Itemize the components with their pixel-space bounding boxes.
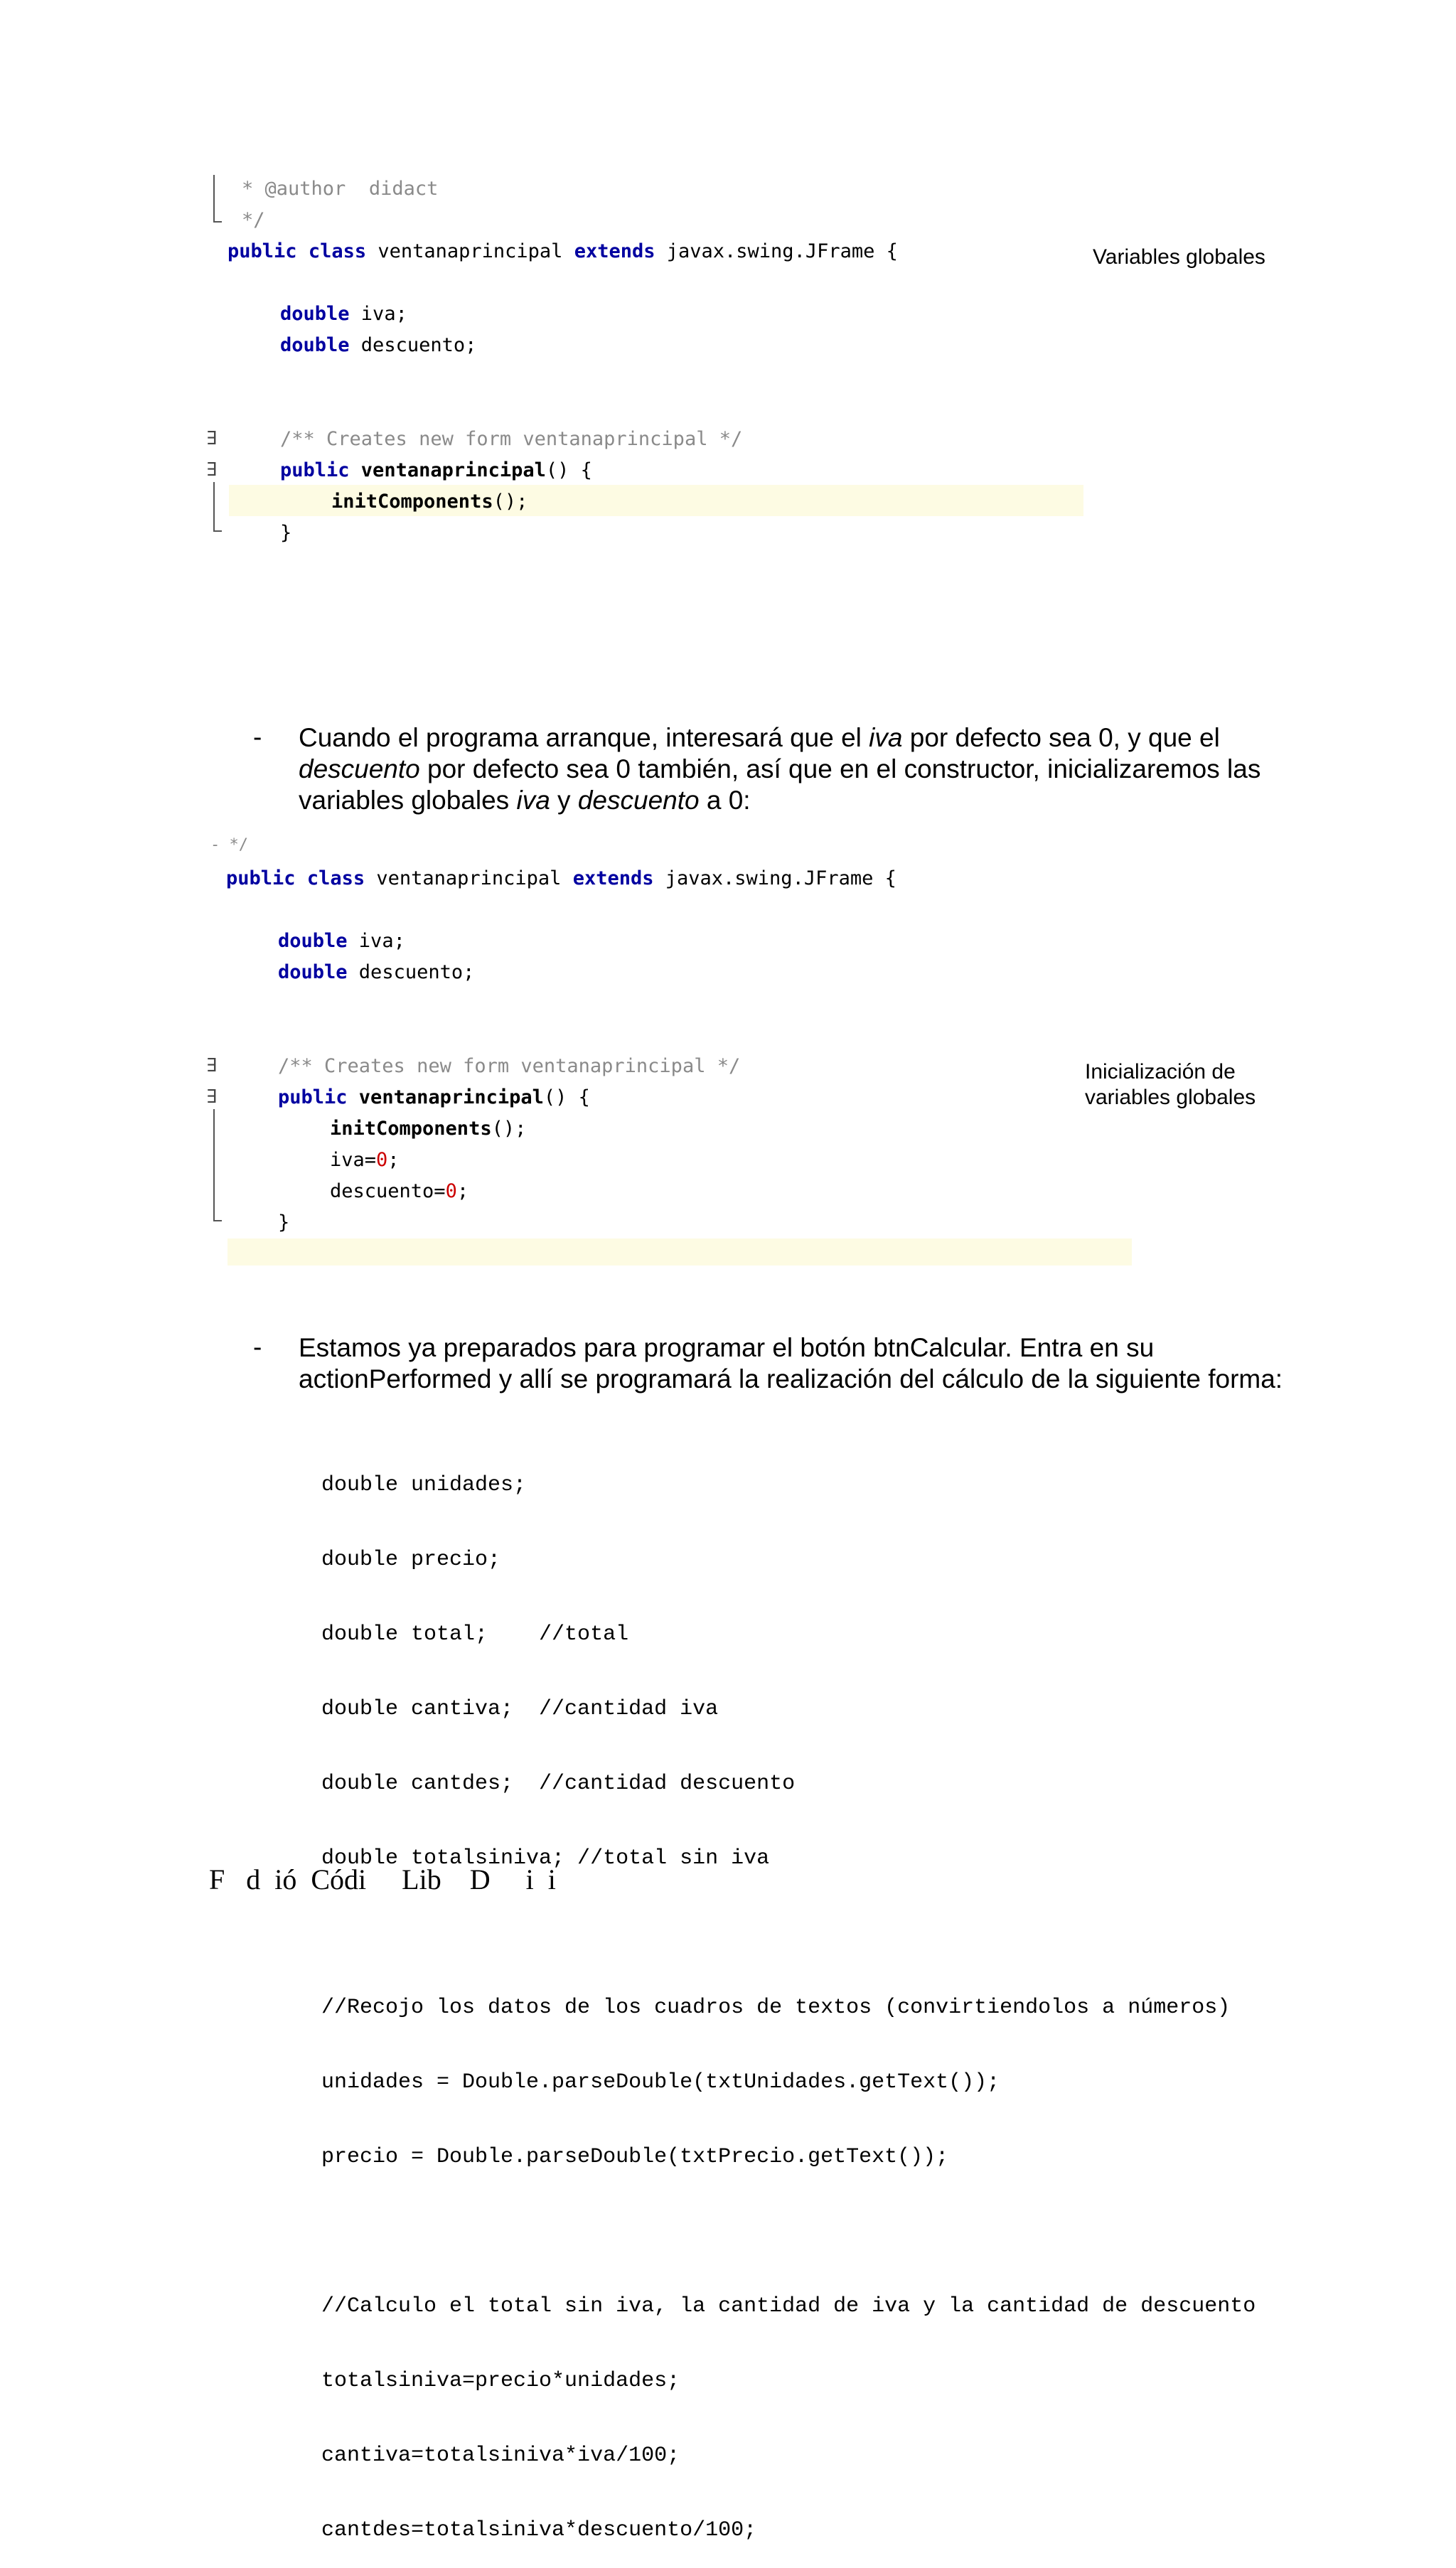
code-block [309,1423,1256,2568]
code-line-comment-end: - */ [210,836,248,854]
code-block-line: double precio; [309,1548,501,1572]
code-block-line: double totalsiniva; //total sin iva [309,1846,770,1871]
fold-guide [213,1109,215,1217]
code-block-line: //Recojo los datos de los cuadros de textos (convirtiendolos a números) [309,1996,1231,2020]
list-dash: - [253,1332,262,1361]
code-block-line: totalsiniva=precio*unidades; [309,2369,680,2393]
code-line-var-iva: double iva; [278,930,405,952]
code-line-init: initComponents(); [331,491,528,513]
code-line-author: * @author didact [242,178,439,200]
code-block-line: double unidades; [309,1473,527,1497]
fold-end [213,519,222,532]
current-line-highlight [228,1238,1132,1266]
page-footer: F d ió Códi Lib D i i [209,1863,556,1895]
code-line-init: initComponents(); [330,1118,527,1140]
code-block-line: double cantiva; //cantidad iva [309,1697,719,1721]
code-block-line [309,2220,1256,2245]
code-line-iva-assign: iva=0; [330,1149,400,1171]
code-line-javadoc: /** Creates new form ventanaprincipal */ [278,1055,741,1077]
code-line-close: } [278,1211,290,1234]
fold-collapse-icon[interactable]: ∃ [206,459,218,481]
code-line-javadoc: /** Creates new form ventanaprincipal */ [280,428,743,450]
code-block-line [309,1921,1256,1946]
paragraph-line: Estamos ya preparados para programar el botón btnCalcular. Entra en su [299,1333,1155,1362]
fold-collapse-icon[interactable]: ∃ [206,428,218,449]
code-line-var-descuento: double descuento; [280,334,477,356]
code-block-line: //Calculo el total sin iva, la cantidad de iva y la cantidad de descuento [309,2294,1256,2318]
code-line-constructor: public ventanaprincipal() { [278,1086,590,1108]
code-block-line: unidades = Double.parseDouble(txtUnidades.getText()); [309,2070,1000,2094]
paragraph-line: actionPerformed y allí se programará la realización del cálculo de la siguiente forma: [299,1364,1283,1393]
list-dash: - [253,722,262,751]
code-block-line: precio = Double.parseDouble(txtPrecio.getText()); [309,2145,949,2169]
paragraph-1: Cuando el programa arranque, interesará que el iva por defecto sea 0, y que el descuento por defecto sea 0 también, así que en el constructor, inicializaremos las variables globales iva y descuento a 0: [299,723,1261,815]
code-line-var-iva: double iva; [280,303,407,325]
code-line-class: public class ventanaprincipal extends javax.swing.JFrame { [226,867,896,889]
code-block-line: cantiva=totalsiniva*iva/100; [309,2444,680,2468]
fold-end [213,210,222,223]
code-line-descuento-assign: descuento=0; [330,1180,469,1202]
fold-collapse-icon[interactable]: ∃ [206,1086,218,1108]
note-line: Inicialización de [1085,1060,1236,1084]
note-variables-globales: Variables globales [1093,245,1265,269]
code-block-line: double total; //total [309,1622,629,1647]
code-block-line: cantdes=totalsiniva*descuento/100; [309,2518,757,2542]
note-line: variables globales [1085,1086,1256,1109]
note-inicializacion [1085,1059,1256,1111]
code-block-line: double cantdes; //cantidad descuento [309,1772,796,1796]
code-line-close: } [280,522,292,544]
paragraph-2 [299,1332,1408,1395]
fold-collapse-icon[interactable]: ∃ [206,1055,218,1076]
code-line-comment-end: */ [242,209,265,231]
fold-end [213,1209,222,1221]
code-line-var-descuento: double descuento; [278,961,475,983]
code-line-constructor: public ventanaprincipal() { [280,459,592,481]
code-line-class: public class ventanaprincipal extends javax.swing.JFrame { [228,240,898,262]
